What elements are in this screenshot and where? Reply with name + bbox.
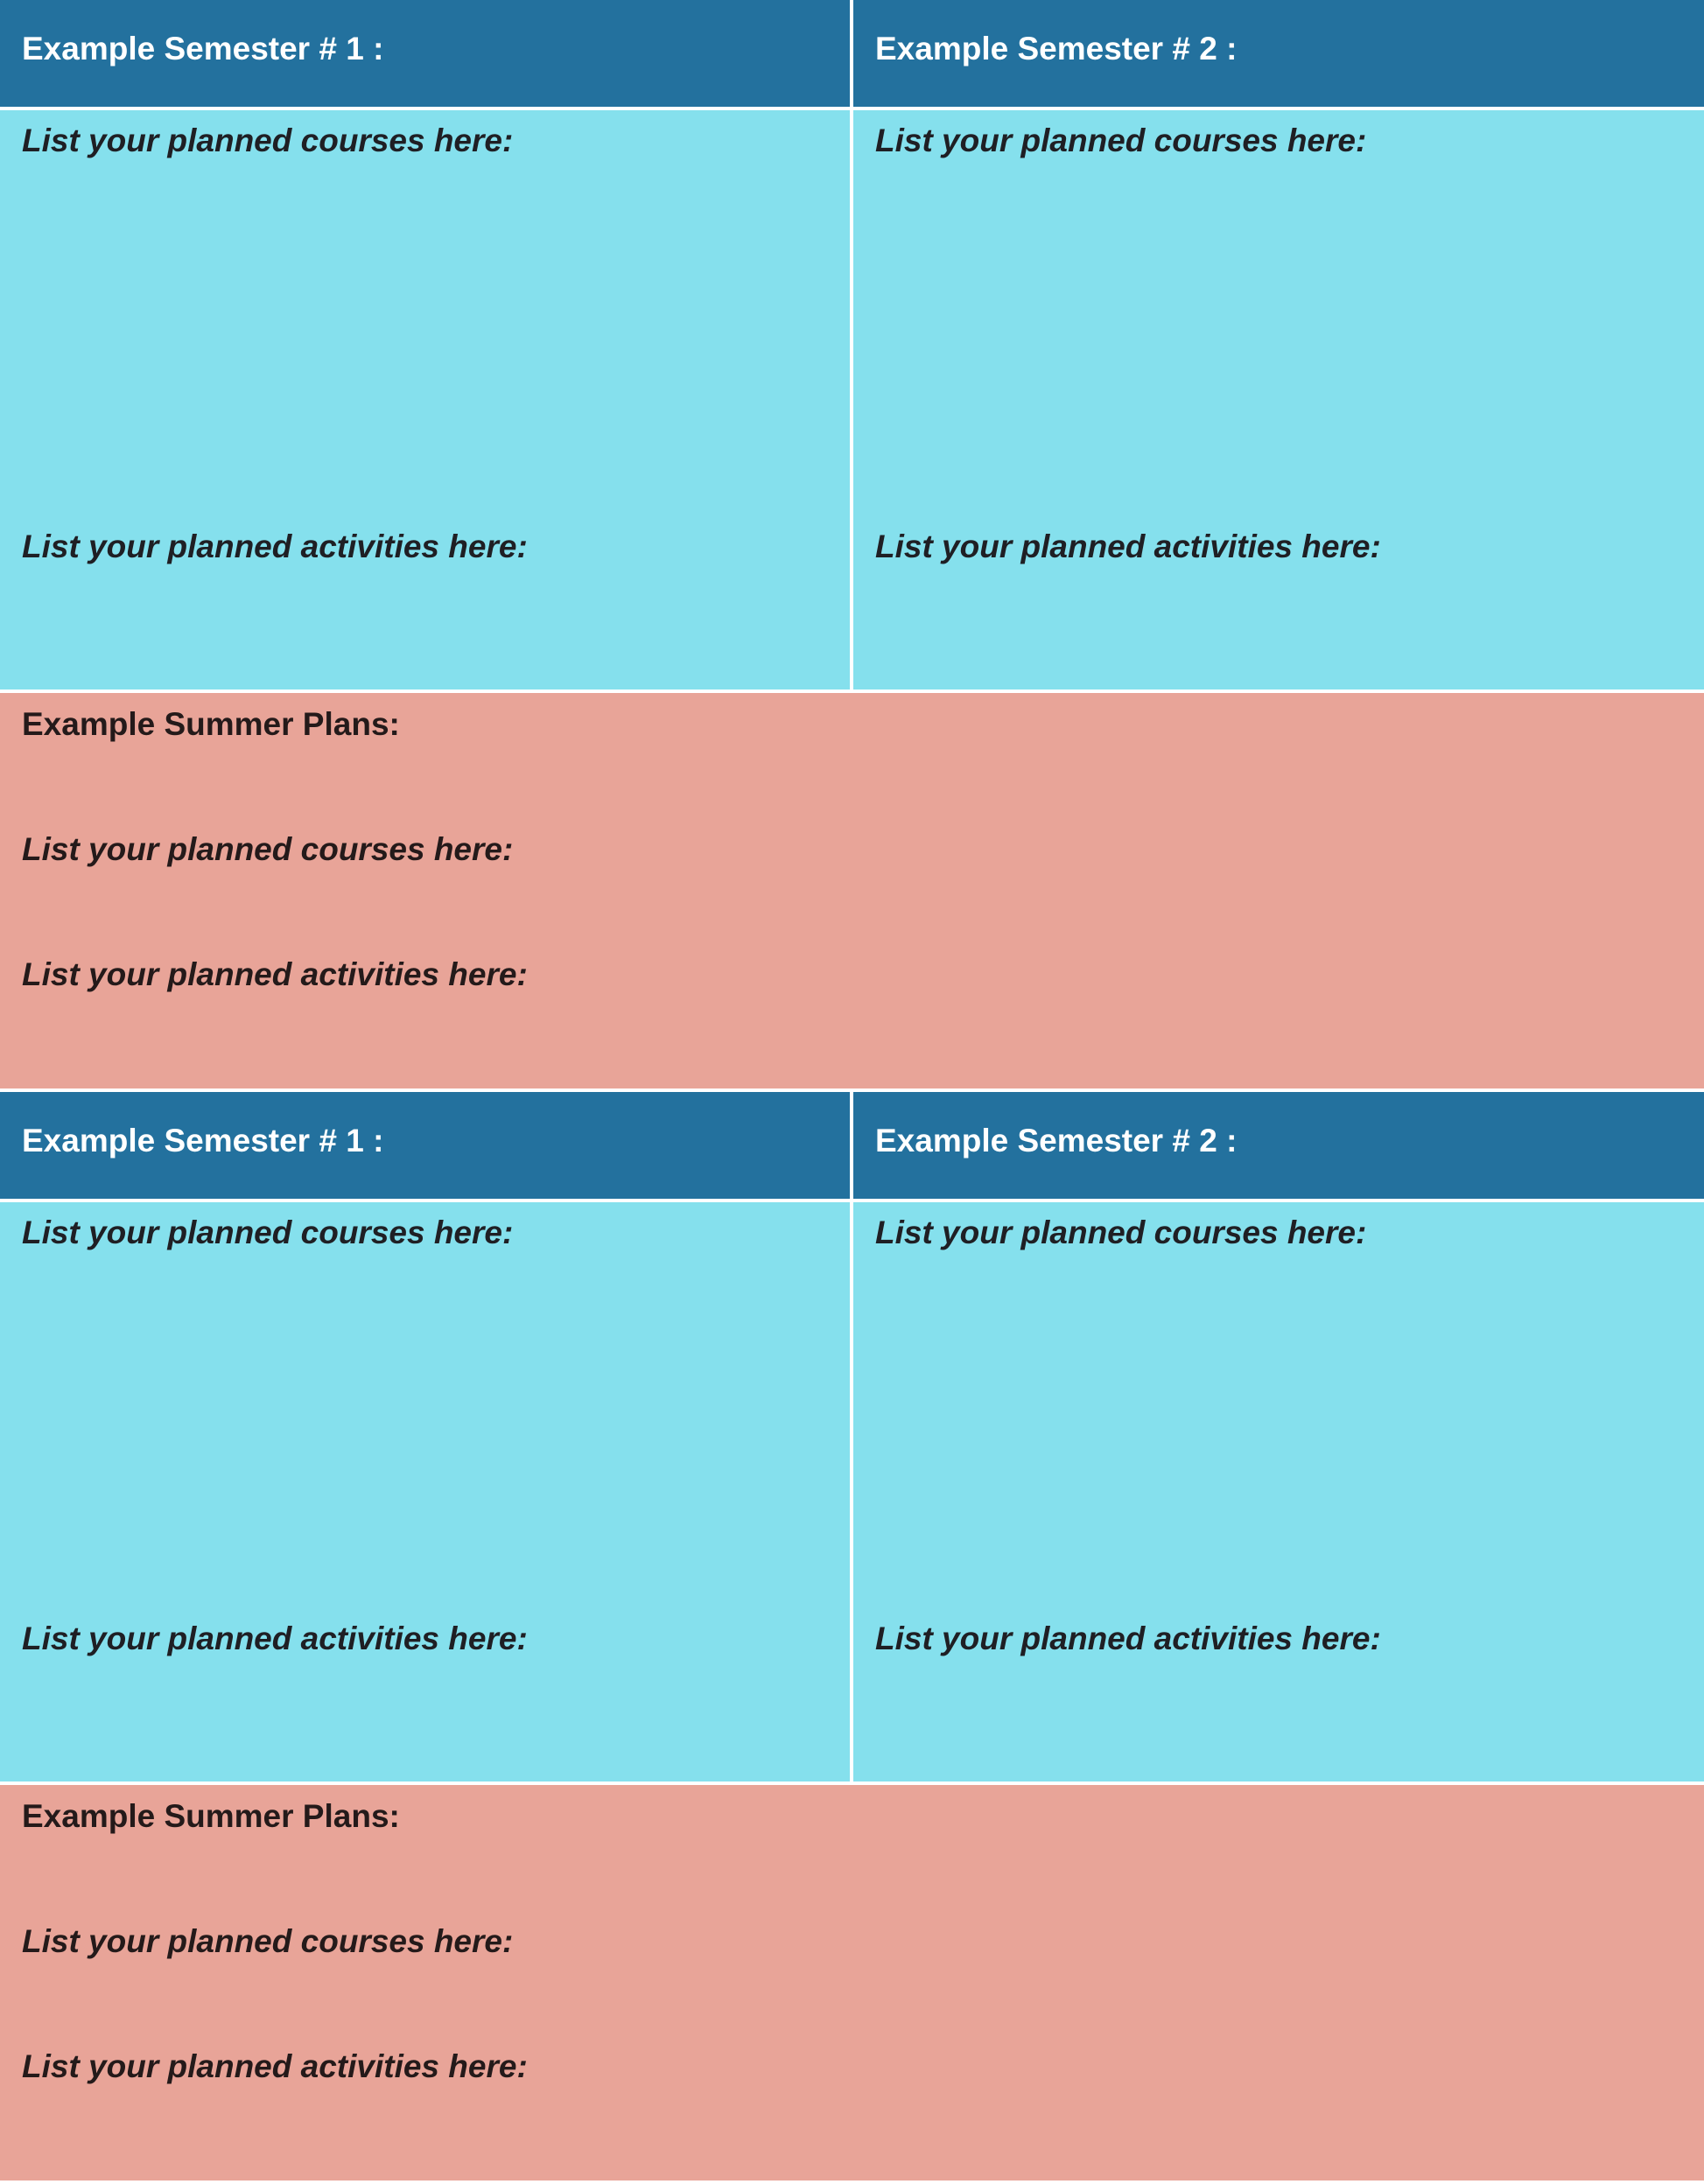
summer-plans-cell[interactable] — [0, 1785, 1704, 2180]
semester-1-header: Example Semester # 1 : — [0, 1092, 850, 1199]
semester-2-courses-prompt: List your planned courses here: — [875, 122, 1367, 158]
semester-2-header: Example Semester # 2 : — [853, 0, 1704, 107]
semester-1-header: Example Semester # 1 : — [0, 0, 850, 107]
summer-plans-title: Example Summer Plans: — [22, 706, 400, 742]
year-block-2 — [0, 1092, 1704, 2184]
summer-plans-title: Example Summer Plans: — [22, 1798, 400, 1834]
semester-2-cell[interactable] — [853, 110, 1704, 690]
semester-1-courses-prompt: List your planned courses here: — [22, 1214, 514, 1250]
semester-2-cell[interactable] — [853, 1202, 1704, 1782]
summer-plans-cell[interactable] — [0, 693, 1704, 1088]
semester-2-activities-prompt: List your planned activities here: — [875, 1620, 1381, 1656]
semester-1-cell[interactable] — [0, 110, 850, 690]
semester-2-courses-prompt: List your planned courses here: — [875, 1214, 1367, 1250]
summer-activities-prompt: List your planned activities here: — [22, 956, 528, 992]
semester-1-cell[interactable] — [0, 1202, 850, 1782]
summer-activities-prompt: List your planned activities here: — [22, 2048, 528, 2084]
semester-1-activities-prompt: List your planned activities here: — [22, 528, 528, 564]
semester-1-courses-prompt: List your planned courses here: — [22, 122, 514, 158]
semester-2-activities-prompt: List your planned activities here: — [875, 528, 1381, 564]
summer-courses-prompt: List your planned courses here: — [22, 831, 514, 867]
summer-courses-prompt: List your planned courses here: — [22, 1923, 514, 1959]
semester-1-activities-prompt: List your planned activities here: — [22, 1620, 528, 1656]
semester-2-header: Example Semester # 2 : — [853, 1092, 1704, 1199]
